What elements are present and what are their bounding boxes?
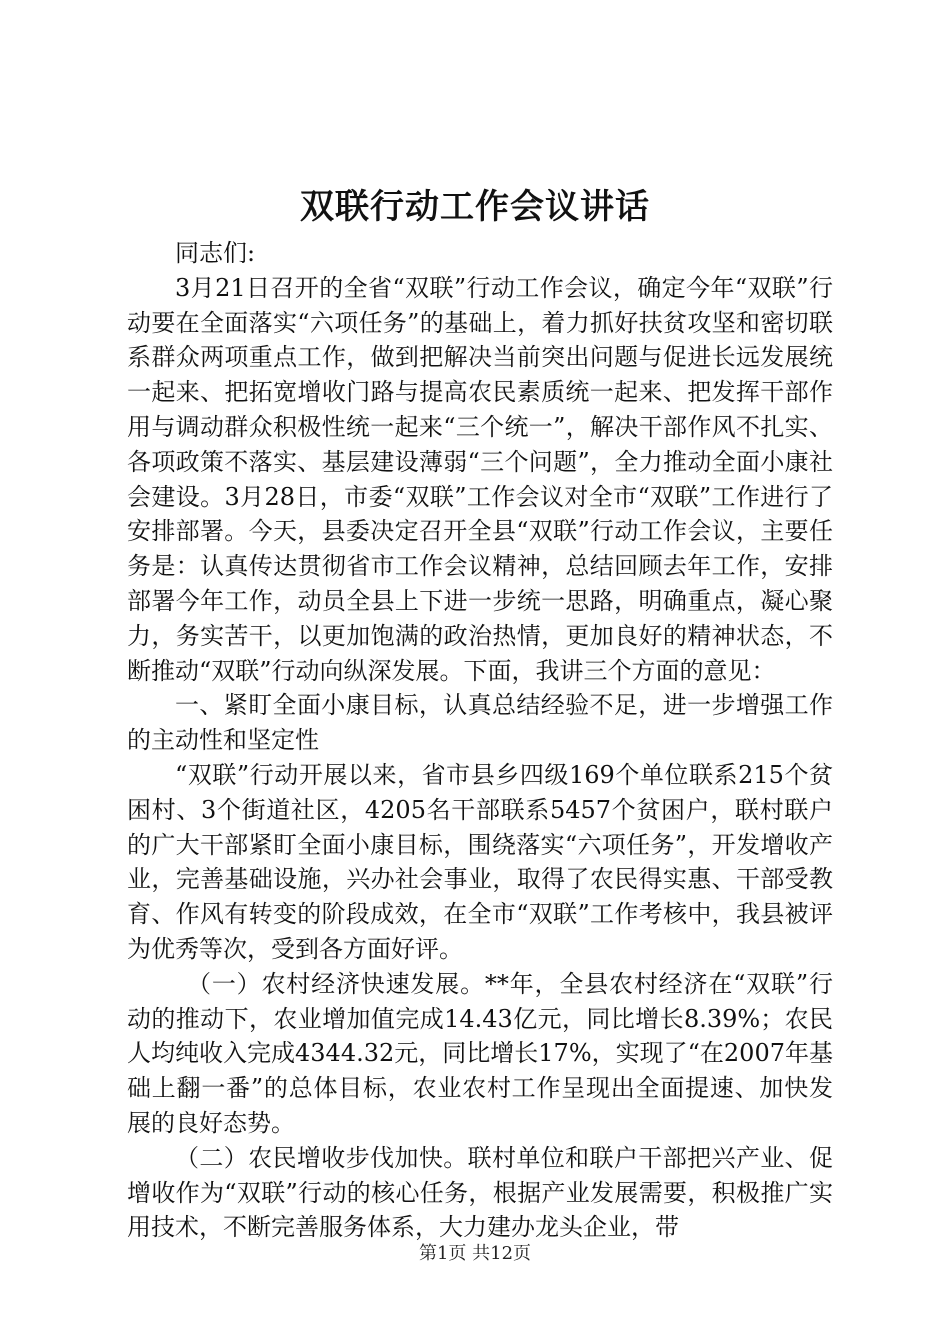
document-body [127,236,833,1245]
document-title: 双联行动工作会议讲话 [300,187,650,227]
paragraph-rural-economy: （一）农村经济快速发展。**年，全县农村经济在“双联”行动的推动下，农业增加值完成14.43亿元，同比增长8.39%；农民人均纯收入完成4344.32元，同比增长17%，实现了“在2007年基础上翻一番”的总体目标，农业农村工作呈现出全面提速、加快发展的良好态势。 [127,969,833,1137]
page-number-footer: 第1页 共12页 [418,1243,532,1264]
section-heading-1: 一、紧盯全面小康目标，认真总结经验不足，进一步增强工作的主动性和坚定性 [127,691,833,755]
salutation: 同志们: [175,239,256,267]
paragraph-farmer-income: （二）农民增收步伐加快。联村单位和联户干部把兴产业、促增收作为“双联”行动的核心任务，根据产业发展需要，积极推广实用技术，不断完善服务体系，大力建办龙头企业，带 [127,1143,833,1242]
paragraph-intro: 3月21日召开的全省“双联”行动工作会议，确定今年“双联”行动要在全面落实“六项任务”的基础上，着力抓好扶贫攻坚和密切联系群众两项重点工作，做到把解决当前突出问题与促进长远发展统一起来、把拓宽增收门路与提高农民素质统一起来、把发挥干部作用与调动群众积极性统一起来“三个统一”，解决干部作风不扎实、各项政策不落实、基层建设薄弱“三个问题”，全力推动全面小康社会建设。3月28日，市委“双联”工作会议对全市“双联”工作进行了安排部署。今天，县委决定召开全县“双联”行动工作会议，主要任务是：认真传达贯彻省市工作会议精神，总结回顾去年工作，安排部署今年工作，动员全县上下进一步统一思路，明确重点，凝心聚力，务实苦干，以更加饱满的政治热情，更加良好的精神状态，不断推动“双联”行动向纵深发展。下面，我讲三个方面的意见： [127,273,833,685]
paragraph-overview: “双联”行动开展以来，省市县乡四级169个单位联系215个贫困村、3个街道社区，4205名干部联系5457个贫困户，联村联户的广大干部紧盯全面小康目标，围绕落实“六项任务”，开发增收产业，完善基础设施，兴办社会事业，取得了农民得实惠、干部受教育、作风有转变的阶段成效，在全市“双联”工作考核中，我县被评为优秀等次，受到各方面好评。 [127,760,833,963]
